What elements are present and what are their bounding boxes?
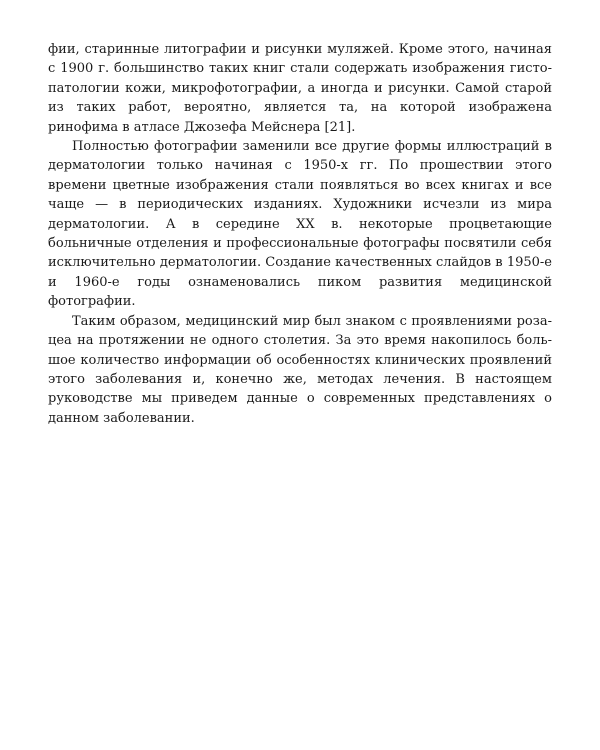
document-page [48,40,552,428]
paragraph-photography: Полностью фотографии заменили все другие формы иллюстраций в дерматологии только начиная с 1950-х гг. По прошествии этого времени цветные изображения стали появляться во всех книгах и все чаще — в периодических изданиях. Художники исчезли из мира дерматологии. А в середине XX в. некоторые процветающие больничные отделения и профессиональные фотографы посвятили себя исключительно дерматологии. Создание качественных слайдов в 1950-е и 1960-е годы ознаменовались пиком развития медицинской фотографии. [48,139,552,310]
paragraph-continued: фии, старинные литографии и рисунки муляжей. Кроме этого, начиная с 1900 г. большинство таких книг стали содержать изображения гистопатологии кожи, микрофотографии, а иногда и рисунки. Самой старой из таких работ, вероятно, является та, на которой изображена ринофима в атласе Джозефа Мейснера [21]. [48,42,552,135]
paragraph-rosacea-summary: Таким образом, медицинский мир был знаком с проявлениями розацеа на протяжении не одного столетия. За это время накопилось большое количество информации об особенностях клинических проявлений этого заболевания и, конечно же, методах лечения. В настоящем руководстве мы приведем данные о современных представлениях о данном заболевании. [48,313,552,426]
